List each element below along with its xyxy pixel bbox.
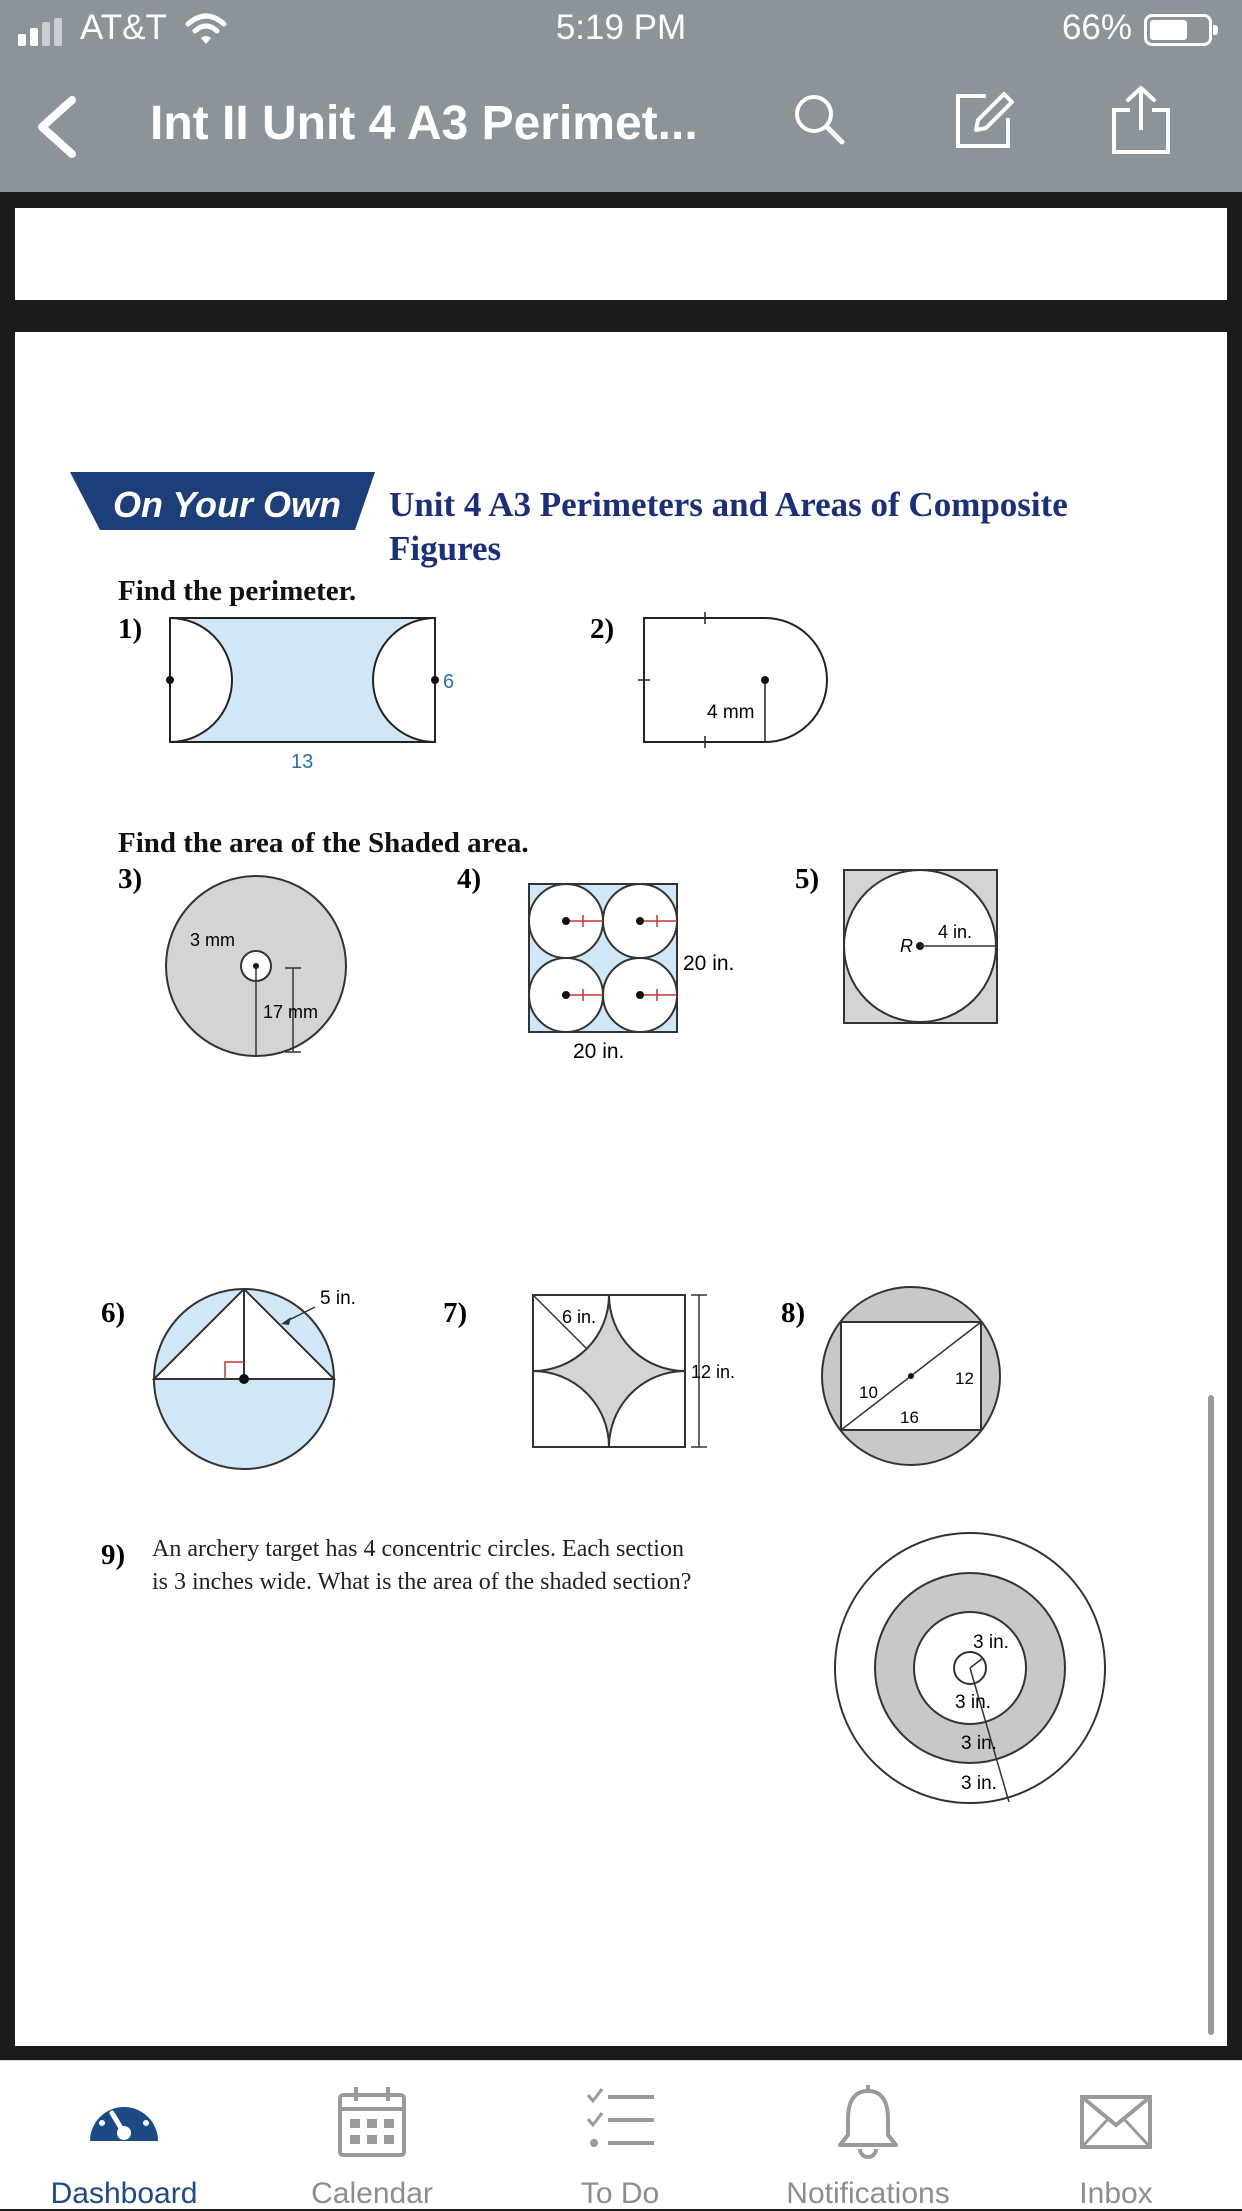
tab-bar	[0, 2060, 1242, 2209]
problem-4-number: 4)	[457, 863, 482, 895]
problem-1	[118, 613, 454, 773]
carrier-label: AT&T	[80, 8, 167, 47]
problem-3	[118, 863, 346, 1056]
problem-4-bottom-label: 20 in.	[573, 1040, 625, 1063]
section-heading-area: Find the area of the Shaded area.	[118, 827, 529, 859]
share-icon[interactable]	[1108, 84, 1174, 156]
battery-fill	[1150, 20, 1187, 40]
banner-text: On Your Own	[113, 484, 342, 525]
problem-5	[795, 863, 997, 1023]
problem-1-side-label: 6	[443, 671, 455, 693]
problem-5-number: 5)	[795, 863, 820, 895]
bell-icon	[828, 2083, 908, 2163]
tab-todo[interactable]	[496, 2061, 744, 2209]
document-page-2	[15, 332, 1227, 2046]
problem-8-label-b: 12	[955, 1369, 974, 1388]
document-title: Int II Unit 4 A3 Perimet...	[150, 97, 698, 150]
problem-9	[101, 1533, 1105, 1803]
problem-9-ring-label-3: 3 in.	[961, 1733, 997, 1754]
problem-6	[101, 1288, 356, 1469]
problem-8	[781, 1287, 1000, 1465]
status-bar	[0, 0, 1242, 60]
problem-8-number: 8)	[781, 1297, 806, 1329]
problem-2	[590, 612, 827, 748]
problem-1-number: 1)	[118, 613, 143, 645]
worksheet-title-line2: Figures	[389, 529, 502, 568]
problem-2-radius-label: 4 mm	[707, 702, 755, 723]
tab-calendar[interactable]	[248, 2061, 496, 2209]
tab-todo-label: To Do	[580, 2177, 660, 2210]
problem-9-ring-label-2: 3 in.	[955, 1692, 991, 1713]
navigation-bar	[0, 60, 1242, 192]
calendar-icon	[332, 2083, 412, 2163]
problem-5-radius-label: 4 in.	[938, 922, 973, 942]
problem-9-text-line2: is 3 inches wide. What is the area of the shaded section?	[152, 1569, 692, 1595]
problem-7-corner-label: 6 in.	[562, 1307, 597, 1327]
battery-percent: 66%	[1061, 8, 1132, 47]
document-page-1	[15, 208, 1227, 300]
tab-calendar-label: Calendar	[311, 2177, 433, 2210]
tab-notifications-label: Notifications	[786, 2177, 950, 2210]
tab-inbox[interactable]	[992, 2061, 1240, 2209]
problem-7-number: 7)	[443, 1297, 468, 1329]
problem-6-radius-label: 5 in.	[320, 1288, 356, 1309]
tab-dashboard-label: Dashboard	[50, 2177, 198, 2210]
tab-notifications[interactable]	[744, 2061, 992, 2209]
tab-inbox-label: Inbox	[1079, 2177, 1153, 2210]
problem-3-inner-label: 3 mm	[190, 930, 235, 950]
worksheet-canvas	[15, 332, 1227, 2046]
clock: 5:19 PM	[555, 8, 687, 47]
back-chevron-icon[interactable]	[28, 92, 88, 162]
problem-1-bottom-label: 13	[291, 751, 314, 773]
problem-2-number: 2)	[590, 613, 615, 645]
problem-3-outer-label: 17 mm	[263, 1002, 319, 1022]
worksheet-title-line1: Unit 4 A3 Perimeters and Areas of Composite	[389, 485, 1068, 524]
problem-3-number: 3)	[118, 863, 143, 895]
problem-4	[457, 863, 734, 1063]
section-heading-perimeter: Find the perimeter.	[118, 575, 357, 607]
todo-icon	[580, 2083, 660, 2163]
problem-8-label-c: 16	[900, 1408, 919, 1427]
search-icon[interactable]	[790, 90, 850, 150]
problem-5-point-label: R	[900, 936, 913, 956]
problem-8-label-a: 10	[859, 1383, 878, 1402]
edit-icon[interactable]	[952, 88, 1016, 152]
problem-9-ring-label-1: 3 in.	[973, 1632, 1009, 1653]
problem-7	[443, 1295, 735, 1447]
problem-7-side-label: 12 in.	[691, 1362, 736, 1382]
problem-6-number: 6)	[101, 1297, 126, 1329]
tab-dashboard[interactable]	[0, 2061, 248, 2209]
scrollbar[interactable]	[1208, 1395, 1214, 2035]
battery-icon	[1144, 14, 1212, 46]
dashboard-icon	[84, 2083, 164, 2153]
problem-9-number: 9)	[101, 1539, 126, 1571]
inbox-icon	[1076, 2083, 1156, 2163]
problem-9-text-line1: An archery target has 4 concentric circles. Each section	[152, 1536, 684, 1562]
on-your-own-banner	[70, 472, 375, 530]
problem-9-ring-label-4: 3 in.	[961, 1773, 997, 1794]
problem-4-side-label: 20 in.	[683, 952, 735, 975]
